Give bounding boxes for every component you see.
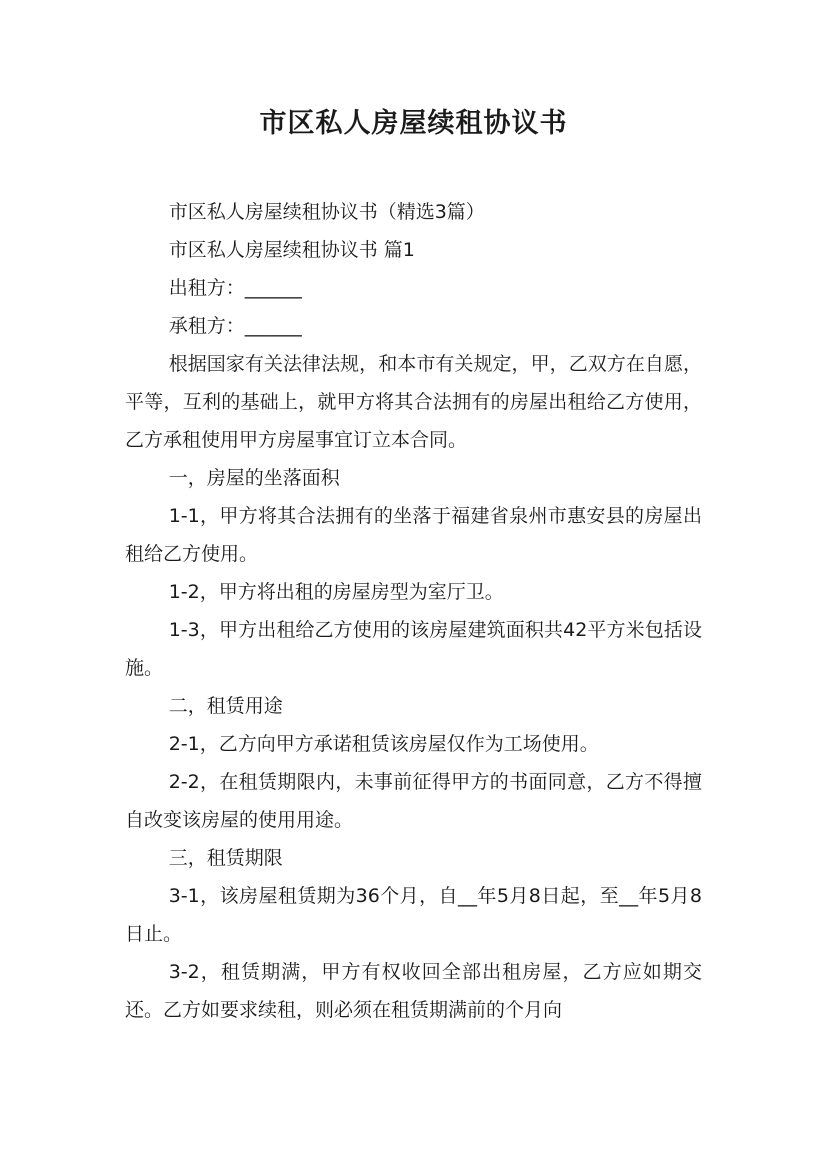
document-body [125,193,702,1029]
paragraph: 1-1，甲方将其合法拥有的坐落于福建省泉州市惠安县的房屋出租给乙方使用。 [125,505,702,565]
paragraph: 2-1，乙方向甲方承诺租赁该房屋仅作为工场使用。 [168,733,599,755]
paragraph: 三，租赁期限 [168,847,283,869]
paragraph: 出租方：______ [168,277,302,299]
paragraph: 1-2，甲方将出租的房屋房型为室厅卫。 [168,581,504,603]
paragraph: 市区私人房屋续租协议书 篇1 [168,239,415,261]
paragraph: 1-3，甲方出租给乙方使用的该房屋建筑面积共42平方米包括设施。 [125,619,702,679]
paragraph: 3-1，该房屋租赁期为36个月，自__年5月8日起，至__年5月8日止。 [125,885,702,945]
paragraph: 3-2，租赁期满，甲方有权收回全部出租房屋，乙方应如期交还。乙方如要求续租，则必须在租赁期满前的个月向 [125,961,702,1021]
paragraph: 市区私人房屋续租协议书（精选3篇） [168,201,485,223]
paragraph: 根据国家有关法律法规，和本市有关规定，甲，乙双方在自愿，平等，互利的基础上，就甲方将其合法拥有的房屋出租给乙方使用，乙方承租使用甲方房屋事宜订立本合同。 [125,353,702,451]
paragraph: 二，租赁用途 [168,695,283,717]
paragraph: 承租方：______ [168,315,302,337]
document-title: 市区私人房屋续租协议书 [259,108,568,139]
paragraph: 一，房屋的坐落面积 [168,467,340,489]
paragraph: 2-2，在租赁期限内，未事前征得甲方的书面同意，乙方不得擅自改变该房屋的使用用途。 [125,771,702,831]
